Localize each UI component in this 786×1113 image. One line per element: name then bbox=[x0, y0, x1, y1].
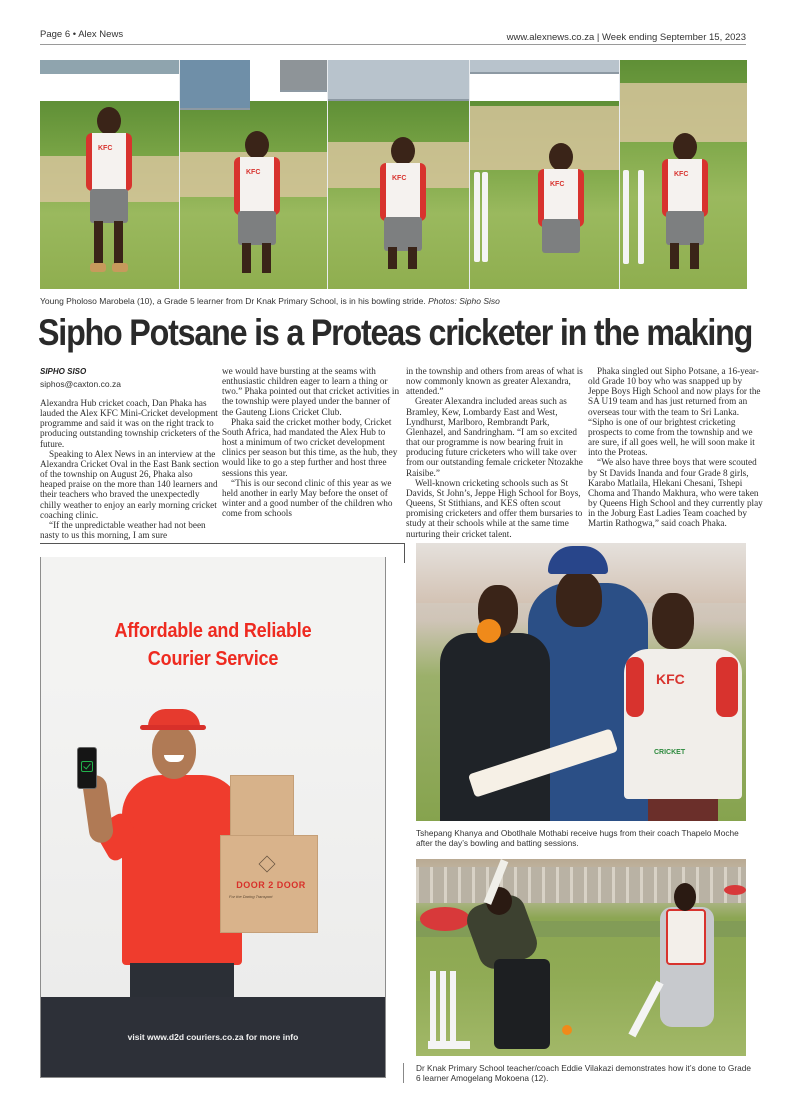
paragraph: “We also have three boys that were scouted by St Davids Inanda and four Grade 8 girls, Karabo Matlaila, Hlekani Chesani, Tshepi Choma and Thando Makhura, who were taken by Queens High School and they currently play in the Joburg East Ladies Team coached by Martin Rathogwa,” said coach Phaka. bbox=[588, 457, 763, 529]
hero-frame-5 bbox=[620, 60, 747, 289]
author-name: SIPHO SISO bbox=[40, 367, 87, 376]
paragraph: Phaka said the cricket mother body, Cricket South Africa, had mandated the Alex Hub to host a minimum of two cricket development clinics per season but this time, as the hub, they would like to go a step further and host three sessions this year. bbox=[222, 416, 398, 478]
orange-ball bbox=[562, 1025, 572, 1035]
article-headline: Sipho Potsane is a Proteas cricketer in the making bbox=[38, 311, 753, 353]
page-header bbox=[40, 29, 746, 45]
article-column-4 bbox=[588, 366, 763, 529]
bowler-figure: KFC bbox=[80, 107, 136, 277]
bowler-figure: KFC bbox=[374, 107, 430, 277]
bowler-figure: KFC bbox=[532, 107, 588, 277]
parcel-box bbox=[230, 775, 294, 837]
paragraph: “If the unpredictable weather had not been nasty to us this morning, I am sure bbox=[40, 519, 206, 541]
hero-frame-2 bbox=[180, 60, 328, 289]
fence bbox=[416, 867, 746, 903]
hero-frame-4 bbox=[470, 60, 620, 289]
stump bbox=[440, 971, 446, 1043]
coach-trousers bbox=[494, 959, 550, 1049]
photo-caption: Dr Knak Primary School teacher/coach Eddie Vilakazi demonstrates how it’s done to Grade 6 learner Amogelang Mokoena (12). bbox=[416, 1063, 751, 1083]
photo-coach-hugging-girls: KFC CRICKET bbox=[416, 543, 746, 821]
stump bbox=[430, 971, 436, 1043]
phone-with-checkmark-icon bbox=[77, 747, 97, 789]
bowler-figure: KFC bbox=[656, 107, 712, 277]
ad-footer-link[interactable]: visit www.d2d couriers.co.za for more info bbox=[41, 997, 385, 1077]
red-cap bbox=[148, 709, 200, 729]
courier-advertisement[interactable] bbox=[40, 557, 386, 1078]
ad-headline: Affordable and Reliable Courier Service bbox=[114, 620, 312, 670]
paragraph: Greater Alexandra included areas such as Bramley, Kew, Lombardy East and West, Lyndhurst, Marlboro, Rembrandt Park, Glenhazel, and Sandringham. “I am so excited that our programme is now bearing fruit in producing future cricketers who will take over from our outstanding female cricketer Ntozakhe Raisibe.” bbox=[406, 396, 583, 478]
kfc-banner bbox=[420, 907, 470, 931]
paragraph: Well-known cricketing schools such as St Davids, St John’s, Jeppe High School for Boys, Queens, St Stithians, and KES often scout promising cricketers and offer them bursaries to study at their schools while at the same time nurturing their cricket talent. bbox=[406, 477, 583, 539]
paragraph: “This is our second clinic of this year as we held another in early May before the onset of winter and a good number of the children who come from schools bbox=[222, 477, 393, 519]
hero-frame-3 bbox=[328, 60, 470, 289]
paragraph: in the township and others from areas of what is now commonly known as greater Alexandra, attended.” bbox=[406, 366, 583, 397]
learner-bat bbox=[628, 981, 663, 1038]
page-label: Page 6 • Alex News bbox=[40, 29, 124, 40]
divider bbox=[403, 1063, 404, 1083]
paragraph: we would have bursting at the seams with enthusiastic children eager to learn a thing or two.” Phaka pointed out that cricket activities in the township were played under the banner of the Gauteng Lions Cricket Club. bbox=[222, 366, 400, 417]
box-icon bbox=[259, 856, 276, 873]
divider bbox=[404, 543, 405, 563]
hero-caption: Young Pholoso Marobela (10), a Grade 5 learner from Dr Knak Primary School, is in his bowling stride. Photos: Sipho Siso bbox=[40, 296, 500, 306]
girl-black-jacket bbox=[440, 633, 550, 821]
courier-person-image bbox=[66, 705, 316, 1005]
byline bbox=[40, 367, 121, 389]
author-email[interactable]: siphos@caxton.co.za bbox=[40, 379, 121, 389]
hero-photo-sequence bbox=[40, 60, 747, 289]
parcel-box-with-logo: DOOR 2 DOOR For the Daring Transport bbox=[220, 835, 318, 933]
paragraph: Phaka singled out Sipho Potsane, a 16-year-old Grade 10 boy who was snapped up by Jeppe Boys High School and now plays for the SA U19 team and has just returned from an overseas tour with the team to Sri Lanka. “Sipho is one of our brightest cricketing prospects to come from the township and we are sure, if all goes well, he will soon make it into the Proteas. bbox=[588, 366, 761, 458]
paragraph: Alexandra Hub cricket coach, Dan Phaka has lauded the Alex KFC Mini-Cricket development programme and said it was on the right track to producing outstanding township cricketers of the future. bbox=[40, 398, 220, 449]
paragraph: Speaking to Alex News in an interview at the Alexandra Cricket Oval in the East Bank section of the township on August 26, Phaka also heaped praise on the more than 140 learners and their teachers who braved the unexpectedly chilly weather to enjoy an early morning cricket coaching clinic. bbox=[40, 448, 219, 520]
article-column-2 bbox=[222, 366, 400, 518]
photo-caption: Tshepang Khanya and Obotlhale Mothabi receive hugs from their coach Thapelo Moche after the day’s bowling and batting sessions. bbox=[416, 828, 739, 848]
divider bbox=[40, 543, 405, 544]
site-and-date: www.alexnews.co.za | Week ending September 15, 2023 bbox=[506, 32, 746, 43]
orange-ball bbox=[477, 619, 501, 643]
stump bbox=[450, 971, 456, 1043]
article-column-3 bbox=[406, 366, 584, 539]
bowler-figure: KFC bbox=[228, 111, 284, 281]
photo-batting-demonstration bbox=[416, 859, 746, 1056]
photo-credit: Photos: Sipho Siso bbox=[428, 296, 500, 306]
article-column-1 bbox=[40, 398, 220, 540]
hero-frame-1 bbox=[40, 60, 180, 289]
